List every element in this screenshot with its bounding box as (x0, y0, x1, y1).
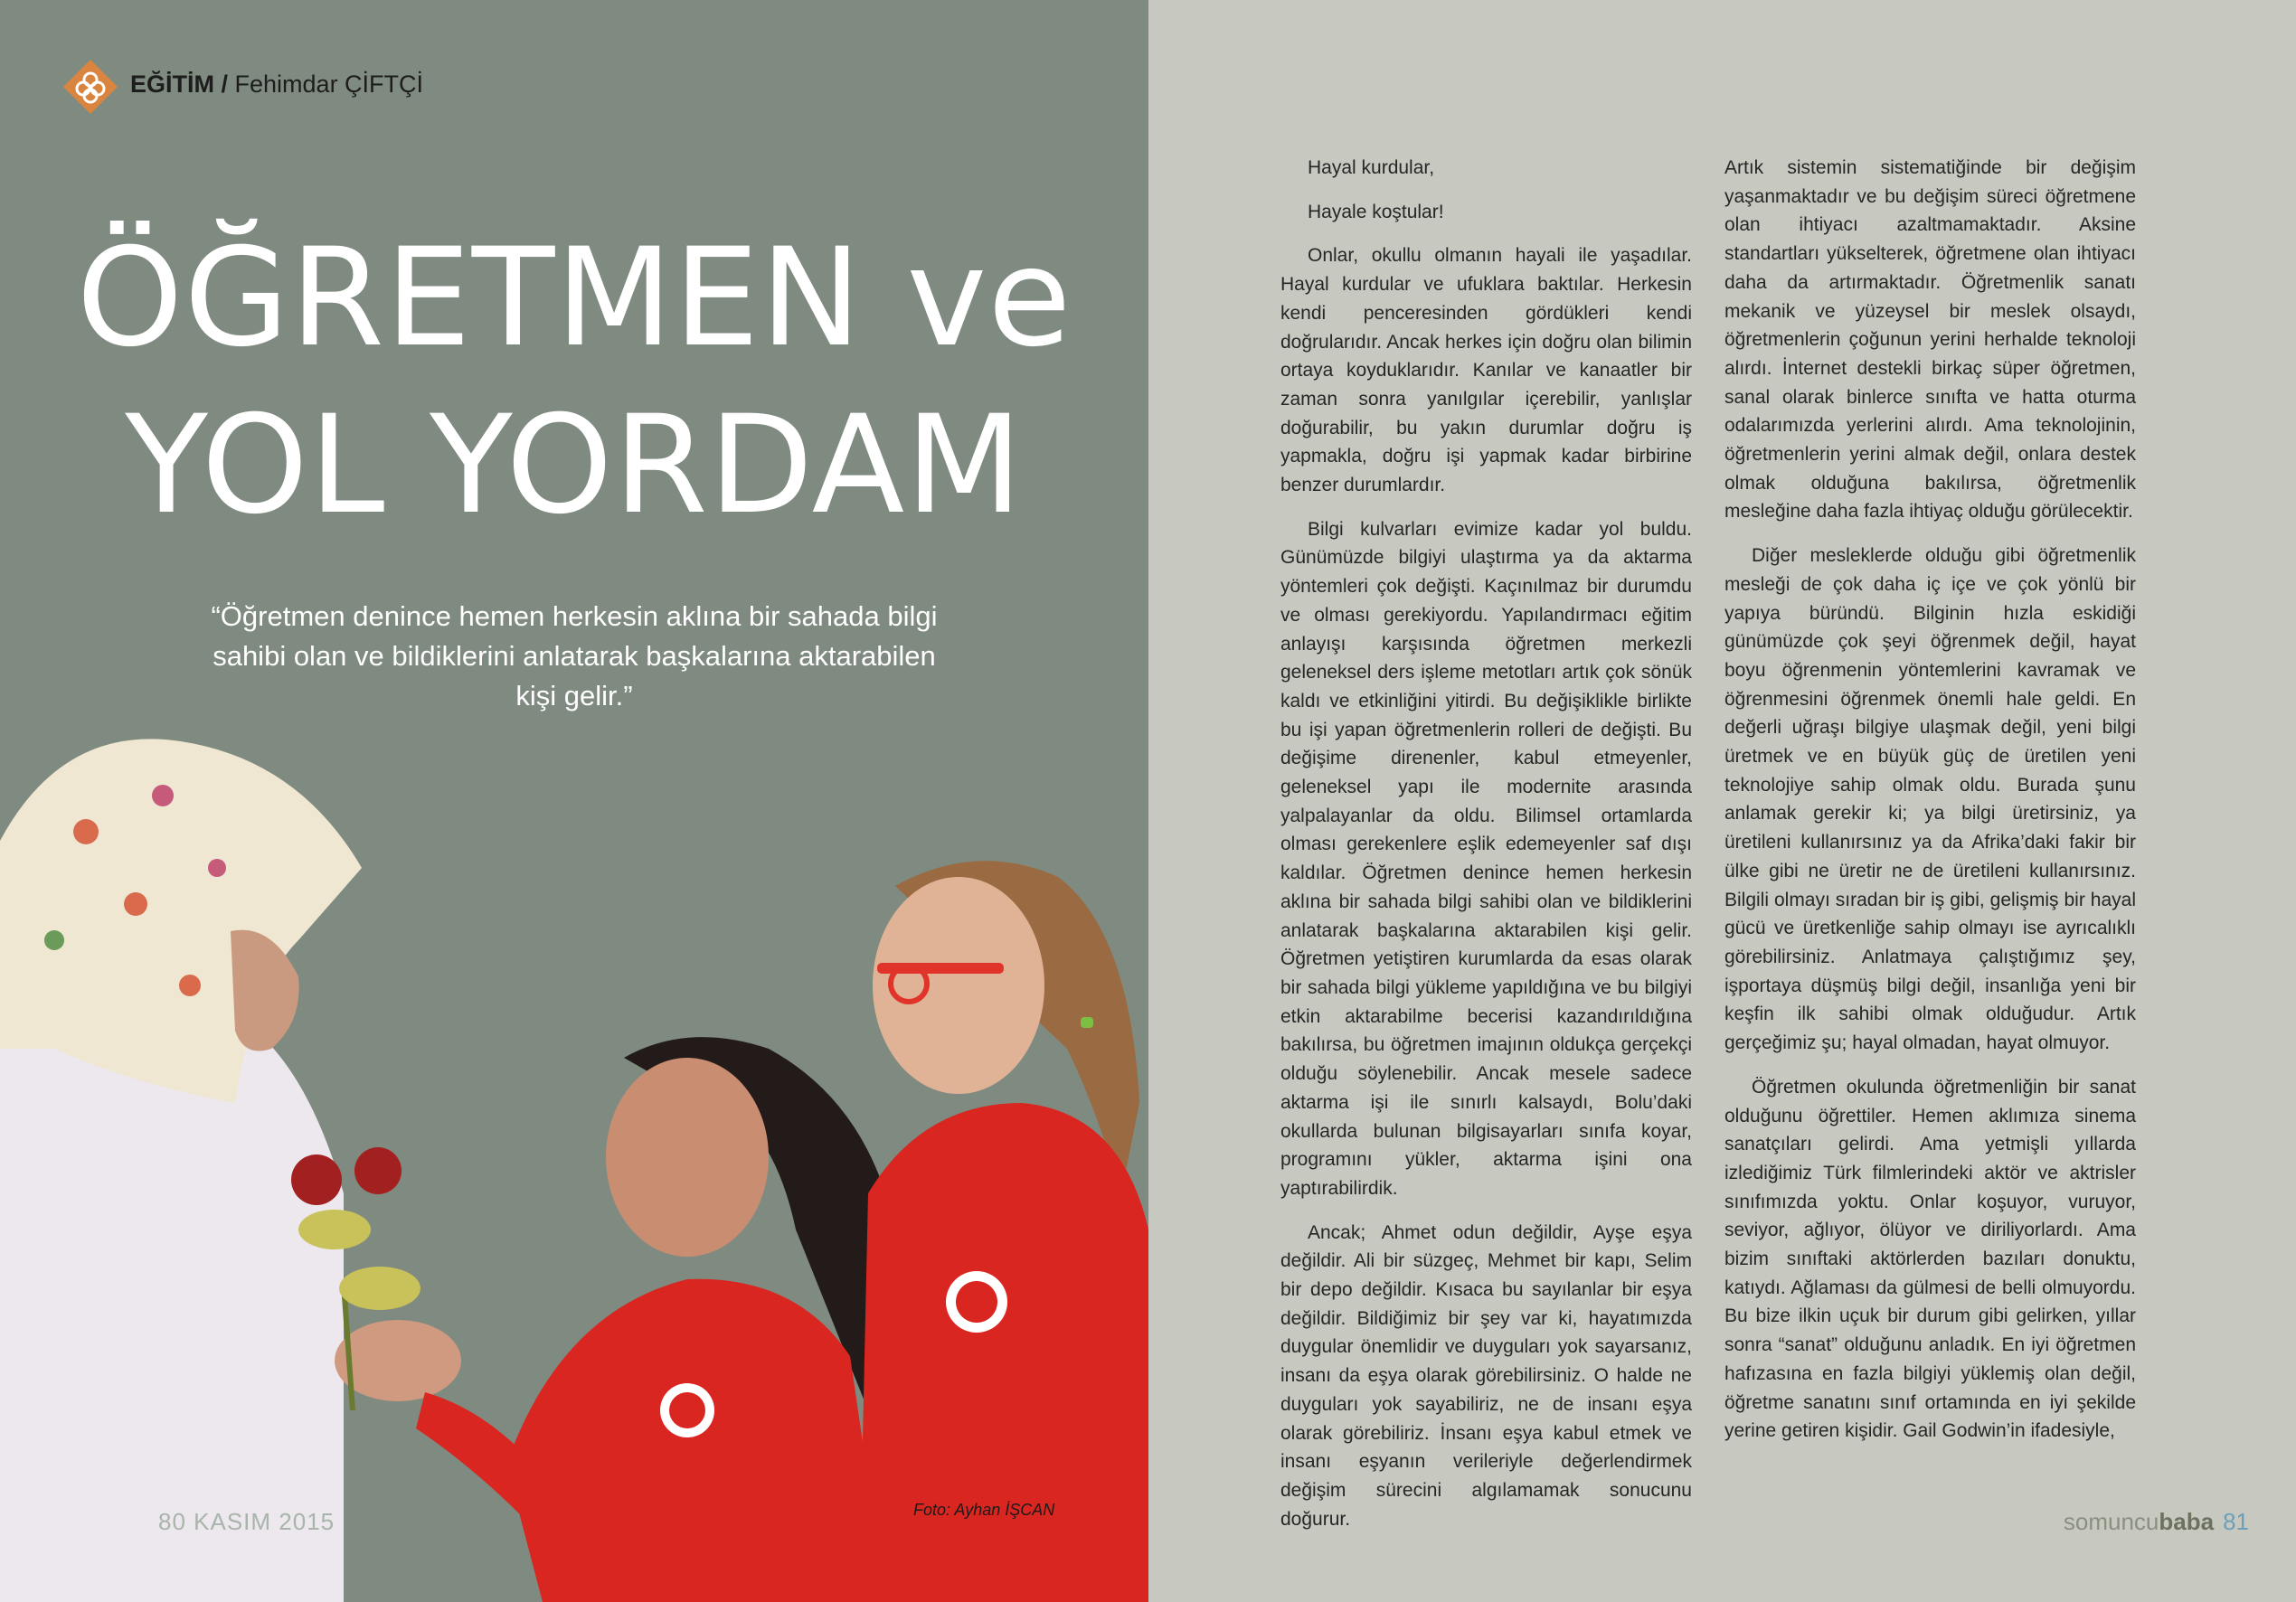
paragraph: Öğretmen okulunda öğretmenliğin bir sanat olduğunu öğrettiler. Hemen aklımıza sinema sanatçıları gelirdi. Ama yetmişli yıllarda izlediğimiz Türk filmlerindeki aktör ve aktrisler sınıfımızda yoktu. Onlar koşuyor, vuruyor, seviyor, ağlıyor, ölüyor ve diriliyorlardı. Ama bizim sınıftaki aktörlerden bazıları donuktu, katıydı. Ağlaması da gülmesi de belli olmuyordu. Bu bize ilkin uçuk bir durum gibi gelirken, yıllar sonra “sanat” olduğunu anladık. En iyi öğretmen hafızasına en fazla bilgiyi yüklemiş olan değil, öğretme sanatını sınıf ortamında en iyi şekilde yerine getiren kişidir. Gail Godwin’in ifadesiyle, (1724, 1076, 2136, 1442)
section-badge-icon (63, 60, 118, 114)
pull-quote: “Öğretmen denince hemen herkesin aklına bir sahada bilgi sahibi olan ve bildiklerini anlatarak başkalarına aktarabilen kişi gelir.” (211, 600, 938, 711)
brand-part-2: baba (2159, 1508, 2215, 1535)
section-name: EĞİTİM (130, 71, 214, 98)
paragraph: Bilgi kulvarları evimize kadar yol buldu. Günümüzde bilgiyi ulaştırma ya da aktarma yöntemleri çok değişti. Kaçınılmaz bir durumdu ve olması gerekiyordu. Yapılandırmacı eğitim anlayışı karşısında öğretmen merkezli geleneksel ders işleme metotları artık çok sönük kaldı ve etkinliğini yitirdi. Bu değişiklikle birlikte bu işi yapan öğretmenlerin rolleri de değişti. Bu değişime direnenler, kabul etmeyenler, geleneksel yapı ile modernite arasında yalpalayanlar da oldu. Bilimsel ortamlarda olması gerekenlere eşlik edemeyenler saf dışı kaldılar. Öğretmen denince hemen herkesin aklına bir sahada bilgi sahibi olan ve bildiklerini anlatarak başkalarına aktarabilen kişi gelir. Öğretmen yetiştiren kurumlarda da esas olarak bir sahada bilgi yükleme yapıldığına ve bu bilgiyi etkin aktarabilme becerisi kazandırıldığına bakılırsa, bu öğretmen imajının oldukça gerçekçi olduğu söylenebilir. Ancak mesele sadece aktarma işi ile sınırlı kalsaydı, Bolu’daki okullarda bulunan bilgisayarları sınıfa koyar, programını yükler, aktarma işini ona yaptırabilirdik. (1280, 518, 1692, 1199)
brand-part-1: somuncu (2063, 1508, 2159, 1535)
photo-credit: Foto: Ayhan İŞCAN (913, 1501, 1055, 1519)
right-page (1148, 0, 2296, 1602)
article-title-line-2: YOL YORDAM (125, 387, 1024, 544)
footer-right (2064, 1508, 2249, 1536)
paragraph: Artık sistemin sistematiğinde bir değişim yaşanmaktadır ve bu değişim süreci öğretmene olan ihtiyacı azaltmamaktadır. Aksine standartları yükselterek, öğretmene olan ihtiyacı daha da artırmaktadır. Öğretmenlik sanatı mekanik ve yüzeysel bir meslek olsaydı, öğretmenlerin çoğunun yerini herhalde teknoloji alırdı. İnternet destekli birkaç süper öğretmen, sanal olarak binlerce sınıfta ve hatta oturma odalarımızda yerlerini alırdı. Ama teknolojinin, öğretmenlerin yerini almak değil, onlara destek olmak olduğuna bakılırsa, öğretmenlik mesleğine daha fazla ihtiyaç olduğu görülecektir. (1724, 157, 2136, 523)
footer-left (158, 1508, 335, 1536)
author-name: Fehimdar ÇİFTÇİ (234, 71, 424, 98)
magazine-brand (2064, 1508, 2214, 1535)
body-column-2 (1724, 154, 2136, 1461)
cover-photo (0, 723, 1148, 1602)
paragraph: Hayale koştular! (1308, 201, 1444, 222)
paragraph: Ancak; Ahmet odun değildir, Ayşe eşya değildir. Ali bir süzgeç, Mehmet bir kapı, Selim bir depo değildir. Kısaca bu sayılanlar bir eşya değildir. Bildiğimiz bir şey var ki, hayatımızda duygular önemlidir ve duyguları yok sayarsanız, insanı da eşya olarak görebilirsiniz. O halde ne duyguları yok sayabiliriz, ne de insanı eşya olarak görebiliriz. İnsanı eşya kabul etmek ve insanı eşyanın verileriyle değerlendirmek değişim sürecini algılamamak sonucunu doğurur. (1280, 1221, 1692, 1530)
page-number-left: 80 (158, 1508, 186, 1535)
page-number-right: 81 (2223, 1508, 2249, 1535)
section-header (130, 71, 423, 99)
paragraph: Diğer mesleklerde olduğu gibi öğretmenlik mesleği de çok daha iç içe ve çok yönlü bir yapıya büründü. Bilginin hızla eskidiği günümüzde çok şeyi öğrenmek değil, hayat boyu öğrenmenin yöntemlerini kavramak ve öğrenmesini öğrenmek önemli hale geldi. En değerli uğraşı bilgiye ulaşmak değil, yeni bilgi üretmek ve en büyük güç de üretilen yeni teknolojiye sahip olmak oldu. Burada şunu anlamak gerekir ki; ya bilgi üretirsiniz, ya üretileni kullanırsınız ya da Afrika’daki fakir bir ülke gibi ne üretir ne de üretileni kullanırsınız. Bilgili olmayı sıradan bir iş gibi, gelişmiş bir hayal gücü ve üretkenliğe sahip olmayı ise ayrıcalıklı görebilirsiniz. Anlatmaya çalıştığımız şey, işportaya düşmüş bilgi değil, insanlığa yeni bir keşfin ilk sahibi olmak olduğudur. Artık gerçeğimiz şu; hayal olmadan, hayat olmuyor. (1724, 545, 2136, 1054)
paragraph: Hayal kurdular, (1308, 157, 1435, 178)
paragraph: Onlar, okullu olmanın hayali ile yaşadılar. Hayal kurdular ve ufuklara baktılar. Herkesin kendi penceresinden gördükleri kendi doğrularıdır. Ancak herkes için doğru olan bilimin ortaya koyduklarıdır. Kanılar ve kanaatler bir zaman sonra yanılgılar içerebilir, yanlışlar doğurabilir, bu yakın durumlar doğru iş yapmakla, doğru işi yapmak kadar birbirine benzer durumlardır. (1280, 245, 1692, 496)
article-title-line-1: ÖĞRETMEN ve (76, 220, 1072, 377)
section-separator: / (214, 71, 235, 98)
issue-date: KASIM 2015 (194, 1508, 335, 1535)
body-column-1 (1280, 154, 1692, 1549)
